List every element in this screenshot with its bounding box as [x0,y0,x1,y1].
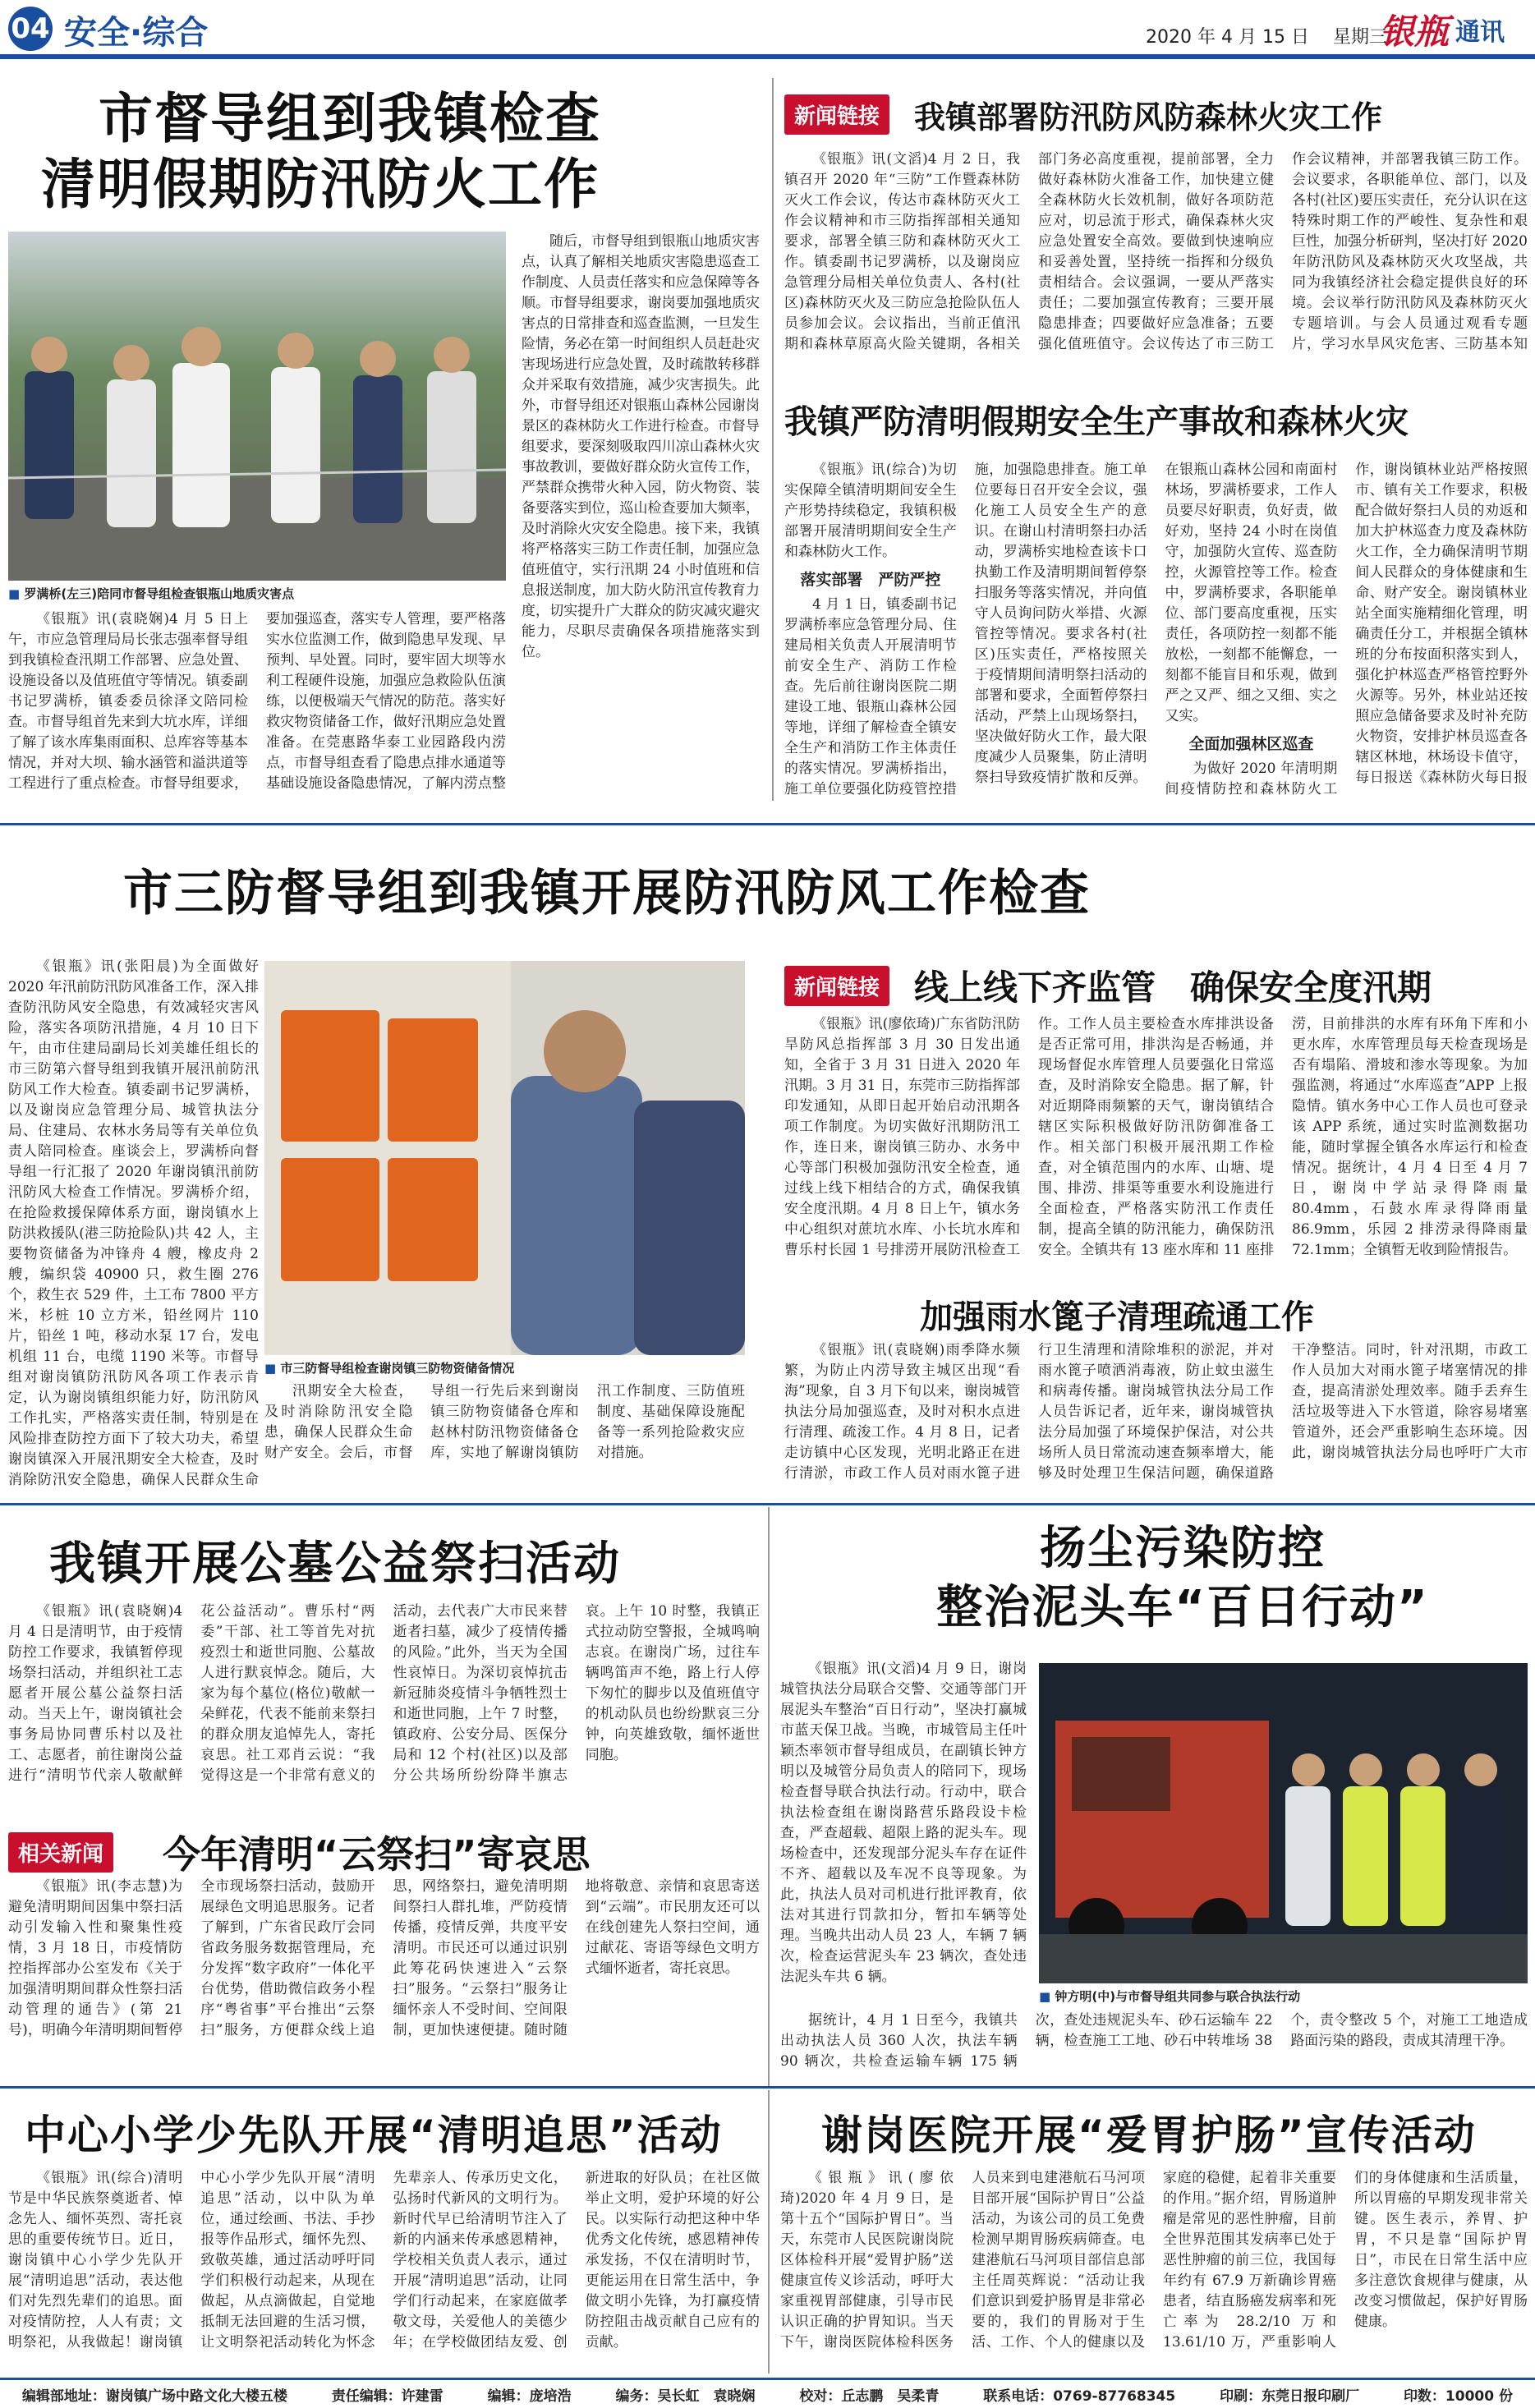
article8-tag: 相关新闻 [8,1832,113,1873]
footer-copies: 印数：10000 份 [1403,2387,1513,2405]
article6-text: 《银瓶》讯(袁晓娴)雨季降水频繁，为防止内涝导致主城区出现“看海”现象，自 3 月下旬以来，谢岗城管执法分局加强巡查，及时对积水点进行清理、疏浚工作。4 月 8 日，记者走访镇中心区发现，光明北路正在进行清淤，市政工作人员对雨水篦子进行卫生清理和清除堆积的淤泥，并对雨水篦子喷洒消毒液，防止蚊虫滋生和病毒传播。谢岗城管执法分局工作人员告诉记者，近年来，谢岗城管执法分局加强了环境保护保洁，对公共场所人员日常流动速查频率增大，能够及时处理卫生保洁问题，确保道路干净整洁。同时，针对汛期，市政工作人员加大对雨水篦子堵塞情况的排查，提高清淤处理效率。随手丢弃生活垃圾等进入下水管道，除容易堵塞管道外，还会严重影响生态环境。因此，谢岗城管执法分局也呼吁广大市 [784,1342,1528,1482]
masthead-brand: 银瓶 [1380,11,1450,52]
footer-check: 校对：丘志鹏 吴柔青 [799,2387,940,2405]
article2-tag: 新闻链接 [784,94,889,135]
article3-intro: 《银瓶》讯(综合)为切实保障全镇清明期间安全生产形势持续稳定，我镇积极部署开展清明期间安全生产和森林防火工作。 [784,462,957,560]
night-enforcement-photo [1039,1663,1528,1983]
article4-photo [264,961,745,1355]
article2-body [784,149,1528,373]
article9-title-line2: 整治泥头车“百日行动” [936,1581,1429,1634]
article6-title: 加强雨水篦子清理疏通工作 [920,1298,1314,1336]
storage-inspection-photo [264,961,745,1355]
section-title: 安全·综合 [64,14,209,52]
footer-address: 编辑部地址：谢岗镇广场中路文化大楼五楼 [21,2387,287,2405]
article9-text-a: 《银瓶》讯(文滔)4 月 9 日，谢岗城管执法分局联合交警、交通等部门开展泥头车整治“百日行动”，坚决打赢城市蓝天保卫战。当晚，市城管局主任叶颖杰率领市督导组成员，在副镇长钟方明以及城管分局负责人的陪同下，现场检查督导联合执法行动。行动中，联合执法检查组在谢岗路营乐路段设卡检查，严查超载、超限上路的泥头车。现场检查中，还发现部分泥头车存在证件不齐、超载以及车况不良等现象。为此，执法人员对司机进行批评教育，依法对其进行罚款扣分，暂扣车辆等处理。当晚共出动人员 23 人，车辆 7 辆次，检查运营泥头车 23 辆次，查处违法泥头车共 6 辆。 [780,1661,1027,1985]
footer-editors: 编辑：庞培浩 [487,2387,572,2405]
article9-title-line1: 扬尘污染防控 [1040,1522,1326,1575]
article7-title: 我镇开展公墓公益祭扫活动 [49,1537,621,1591]
article6-body [784,1340,1528,1492]
article4-text-a: 《银瓶》讯(张阳晨)为全面做好 2020 年汛前防汛防风准备工作，深入排查防汛防风安全隐患，有效减轻灾害风险，落实各项防汛措施，4 月 10 日下午，由市住建局副局长刘美雄任组长的市三防第六督导组到我镇开展汛前防汛防风工作大检查。镇委副书记罗满桥，以及谢岗应急管理分局、城管执法分局、住建局、农林水务局等有关单位负责人陪同检查。座谈会上，罗满桥向督导组一行汇报了 2020 年谢岗镇汛前防汛防风大检查工作情况。罗满桥介绍，在抢险救援保障体系方面，谢岗镇水上防洪救援队(港三防抢险队)共 42 人，主要物资储备为冲锋舟 4 艘，橡皮舟 2 艘，编织袋 40900 只，救生圈 276 个，救生衣 529 件，土工布 7800 平方米，杉桩 10 立方米，铅丝网片 110 片，铅丝 1 吨，移动水泵 17 台，发电机组 11 台，电缆 1190 米等。市督导组对谢岗镇防汛防风各项工作表示肯定，认为谢岗镇组织能力好，防汛防风工作扎实，严格落实责任制，特别是在风险排查防控方面下了较大功夫，希望谢岗镇深入开展汛期安全大检查，及时消除防汛安全隐患，确保人民群众生命 [8,958,259,1488]
weekday: 星期三 [1332,27,1387,48]
footer [0,2378,1535,2408]
article8-headline [8,1825,590,1879]
article1-photo [8,232,506,581]
masthead-sub: 通讯 [1455,18,1505,47]
dateline [1146,23,1387,48]
article3-subhead1: 落实部署 严防严控 [800,571,941,589]
article2-title: 我镇部署防汛防风防森林火灾工作 [914,99,1383,136]
date: 2020 年 4 月 15 日 [1146,27,1309,48]
article1-text-a: 《银瓶》讯(袁晓娴)4 月 5 日上午，市应急管理局局长张志强率督导组到我镇检查汛期工作部署、应急处置、设施设备以及值班值守等情况。镇委副书记罗满桥，镇委委员徐泽文陪同检查。市督导组首先来到大坑水库，详细了解了该水库集雨面积、总库容等基本情况，并对大坝、输水涵管和溢洪道等工程进行了重点检查。市督导组要求，要加强巡查，落实专人管理，要严格落实水位监测工作，做到隐患早发现、早预判、早处置。同时，要牢固大坝等水利工程硬件设施，加强应急救险队伍演练，以便极端天气情况的防范。落实好救灾物资储备工作，做好汛期应急处置准备。在莞惠路华泰工业园路段内涝点，市督导组查看了隐患点排水通道等基础设施设备隐患情况，了解内涝点整 [8,611,506,792]
article8-title: 今年清明“云祭扫”寄哀思 [163,1832,591,1877]
article11-text: 《银瓶》讯(廖依琦)2020 年 4 月 9 日，是第十五个“国际护胃日”。当天，东莞市人民医院谢岗院区体检科开展“爱胃护肠”送健康宣传义诊活动，呼吁大家重视胃部健康，引导市民认识正确的护胃知识。当天下午，谢岗医院体检科医务人员来到电建港航石马河项目部开展“国际护胃日”公益活动，为该公司的员工免费检测早期胃肠疾病筛查。电建港航石马河项目部信息部主任周英辉说：“活动让我们意识到爱护肠胃是非常必要的，我们的胃肠对于生活、工作、个人的健康以及家庭的稳健，起着非关重要的作用。”据介绍，胃肠道肿瘤是常见的恶性肿瘤，目前全世界范围其发病率已处于恶性肿瘤的前三位，我国每年约有 67.9 万新确诊胃癌患者，结直肠癌发病率和死亡率为 28.2/10 万和 13.61/10 万，严重影响人们的身体健康和生活质量，所以胃癌的早期发现非常关键。医生表示，养胃、护胃，不只是靠“国际护胃日”，市民在日常生活中应多注意饮食规律与健康，从改变习惯做起，保护好胃肠健康。 [780,2170,1528,2351]
column-divider-2 [768,1507,770,2086]
group-inspection-photo [8,232,506,581]
article11-body [780,2168,1528,2374]
article10-title: 中心小学少先队开展“清明追思”活动 [25,2112,723,2159]
section-rule-1 [0,823,1535,825]
footer-phone: 联系电话：0769-87768345 [983,2387,1176,2405]
footer-proof: 编务：吴长虹 袁晓娴 [615,2387,756,2405]
article8-text: 《银瓶》讯(李志慧)为避免清明期间因集中祭扫活动引发输入性和聚集性疫情，3 月 18 日，市疫情防控指挥部办公室发布《关于加强清明期间群众性祭扫活动管理的通告》(第 21 号)，明确今年清明期间暂停全市现场祭扫活动，鼓励开展绿色文明追思服务。记者了解到，广东省民政厅会同省政务服务数据管理局，充分发挥“数字政府”一体化平台优势，借助微信政务小程序“粤省事”平台推出“云祭扫”服务，方便群众线上追思，网络祭扫，避免清明期间祭扫人群扎堆，严防疫情传播，疫情反弹，共度平安清明。市民还可以通过识别此筹花码快速进入“云祭扫”服务。“云祭扫”服务让缅怀亲人不受时间、空间限制，更加快速便捷。随时随地将敬意、亲情和哀思寄送到“云端”。市民朋友还可以在线创建先人祭扫空间，通过献花、寄语等绿色文明方式缅怀逝者，寄托哀思。 [8,1878,760,2038]
section-rule-3 [0,2086,1535,2089]
article1-headline [41,86,764,218]
section-rule-2 [0,1503,1535,1505]
article2-text: 《银瓶》讯(文滔)4 月 2 日，我镇召开 2020 年“三防”工作暨森林防灭火工作会议，传达市森林防灭火工作会议精神和市三防指挥部相关通知要求，部署全镇三防和森林防灭火工作。镇委副书记罗满桥，以及谢岗应急管理分局相关单位负责人、各村(社区)森林防灭火及三防应急抢险队伍人员参加会议。会议指出，当前正值汛期和森林草原高火险关键期，各相关部门务必高度重视，提前部署，全力做好森林防火准备工作，加快建立健全森林防火长效机制，做好各项防范应对，切忌流于形式，确保森林火灾应急处置安全高效。要做到快速响应和妥善处置，坚持统一指挥和分级负责相结合。会议强调，一要从严落实责任；二要加强宣传教育；三要开展隐患排查；四要做好应急准备；五要强化值班值守。会议传达了市三防工作会议精神，并部署我镇三防工作。会议要求，各职能单位、部门，以及各村(社区)要压实责任，充分认识在这特殊时期工作的严峻性、复杂性和艰巨性，加强分析研判，坚决打好 2020 年防汛防风及森林防灭火攻坚战，共同为我镇经济社会稳定提供良好的环境。会议举行防汛防风及森林防灭火专题培训。与会人员通过观看专题片，学习水旱风灾危害、三防基本知 [784,151,1528,352]
article5-headline [784,961,1432,1010]
article10-text: 《银瓶》讯(综合)清明节是中华民族祭奠逝者、悼念先人、缅怀英烈、寄托哀思的重要传统节日。近日，谢岗镇中心小学少先队开展“清明追思”活动，表达他们对先烈先辈们的追思。面对疫情防控，人人有责；文明祭祀，从我做起！谢岗镇中心小学少先队开展“清明追思”活动，以中队为单位，通过绘画、书法、手抄报等作品形式，缅怀先烈、致敬英雄，通过活动呼吁同学们积极行动起来，从现在做起，从点滴做起，自觉地抵制无法回避的生活习惯，让文明祭祀活动转化为怀念先辈亲人、传承历史文化，弘扬时代新风的文明行为。新时代早已给清明节注入了新的内涵来传承感恩精神，学校相关负责人表示，通过开展“清明追思”活动，让同学们行动起来，在家庭做孝敬文母，关爱他人的美德少年；在学校做团结友爱、创新进取的好队员；在社区做举止文明，爱护环境的好公民。以实际行动把这种中华优秀文化传统，感恩精神传承发扬，不仅在清明时节，更能运用在日常生活中，争做文明小先锋，为打赢疫情防控阻击战贡献自己应有的贡献。 [8,2170,760,2351]
column-divider [772,78,774,801]
article1-title-line2: 清明假期防汛防火工作 [41,153,600,216]
masthead [1380,7,1524,53]
article9-caption: ■ 钟方明(中)与市督导组共同参与联合执法行动 [1039,1988,1528,2005]
article9-body-b [780,1988,1528,2078]
article5-text: 《银瓶》讯(廖依琦)广东省防汛防旱防风总指挥部 3 月 30 日发出通知，全省于 3 月 31 日进入 2020 年汛期。3 月 31 日，东莞市三防指挥部印发通知，从即日起开始启动汛期各项工作制度。为切实做好汛期防汛工作，连日来，谢岗镇三防办、水务中心等部门积极加强防汛安全检查，通过线上线下相结合的方式，确保我镇安全度汛期。4 月 8 日上午，镇水务中心组织对蔗坑水库、小长坑水库和曹乐村长园 1 号排涝开展防汛检查工作。工作人员主要检查水库排洪设备是否正常可用，排洪沟是否畅通，并现场督促水库管理人员要强化日常巡查，及时消除安全隐患。据了解，针对近期降雨频繁的天气，谢岗镇结合辖区实际积极做好防汛防御准备工作。相关部门积极开展汛期工作检查，对全镇范围内的水库、山塘、堤围、排涝、排渠等重要水利设施进行全面检查，严格落实防汛工作责任制，提高全镇的防汛能力，确保防汛安全。全镇共有 13 座水库和 11 座排涝，目前排洪的水库有环角下库和小更水库，水库管理员每天检查现场是否有塌陷、滑坡和渗水等现象。为加强监测，将通过“水库巡查”APP 上报隐情。镇水务中心工作人员也可登录该 APP 系统，通过实时监测数据功能，随时掌握全镇各水库运行和检查情况。据统计，4 月 4 日至 4 月 7 日，谢岗中学站录得降雨量 80.4mm，石鼓水库录得降雨量 86.9mm，乐园 2 排涝录得降雨量 72.1mm；全镇暂无收到险情报告。 [784,1016,1528,1258]
footer-editor-in-charge: 责任编辑：许建雷 [331,2387,443,2405]
column-divider-3 [768,2090,770,2374]
article5-tag: 新闻链接 [784,966,889,1006]
article1-title-line1: 市督导组到我镇检查 [99,87,601,150]
article7-text: 《银瓶》讯(袁晓娴)4 月 4 日是清明节，由于疫情防控工作要求，我镇暂停现场祭扫活动，并组织社工志愿者开展公墓公益祭扫活动。当天上午，谢岗镇社会事务局协同曹乐村以及社工、志愿者，前往谢岗公益进行“清明节代亲人敬献鲜花公益活动”。曹乐村“两委”干部、社工等首先对抗疫烈士和逝世同胞、公墓故人进行默哀悼念。随后，大家为每个墓位(格位)敬献一朵鲜花，代表不能前来祭扫的群众朋友追悼先人，寄托哀思。社工邓肖云说：“我觉得这是一个非常有意义的活动，去代表广大市民来替逝者扫墓，减少了疫情传播的风险。”此外，当天为全国性哀悼日。为深切哀悼抗击新冠肺炎疫情斗争牺牲烈士和逝世同胞，上午 7 时整，镇政府、公安分局、医保分局和 12 个村(社区)以及部分公共场所纷纷降半旗志哀。上午 10 时整，我镇正式拉动防空警报，全城鸣响志哀。在谢岗广场，过往车辆鸣笛声不绝，路上行人停下匆忙的脚步以及值班值守的机动队员也纷纷默哀三分钟，向英雄致敬，缅怀逝世同胞。 [8,1603,760,1784]
article3-body [784,460,1528,800]
article3-text2: 为做好 2020 年清明期间疫情防控和森林防火工作，谢岗镇林业站严格按照市、镇有关工作要求，积极配合做好祭扫人员的劝返和加大护林巡查力度及森林防火工作，全力确保清明节期间人民群众的身体健康和生命、财产安全。谢岗镇林业站全面实施精细化管理，明确责任分工，并根据全镇林班的分布按面积落实到人，强化护林巡查严格管控野外火源等。另外，林业站还按照应急储备要求及时补充防火物资，安排护林员巡查各辖区林地，林场设卡值守，每日报送《森林防火每日报 [1165,462,1528,797]
article4-caption: ■ 市三防督导组检查谢岗镇三防物资储备情况 [264,1359,745,1376]
article4-title: 市三防督导组到我镇开展防汛防风工作检查 [123,865,1091,922]
article3-text1: 4 月 1 日，镇委副书记罗满桥率应急管理分局、住建局相关负责人开展清明节前安全生产、消防工作检查。先后前往谢岗医院二期建设工地、银瓶山森林公园等地，详细了解检查全镇安全生产和消防工作主体责任的落实情况。罗满桥指出，施工单位要强化防疫管控措施，加强隐患排查。施工单位要每日召开安全会议，强化施工人员安全生产的意识。在谢山村清明祭扫办活动，罗满桥实地检查该卡口执勤工作及清明期间暂停祭扫服务等落实情况，并向值守人员询问防火举措、火源管控等情况。要求各村(社区)压实责任，严格按照关于疫情期间清明祭扫活动的部署和要求，全面暂停祭扫活动，严禁上山现场祭扫，坚决做好防火工作，最大限度减少人员聚集，防止清明祭扫导致疫情扩散和反弹。在银瓶山森林公园和南面村林场，罗满桥要求，工作人员要尽好职责，负好责，做好劝，坚持 24 小时在岗值守，加强防火宣传、巡查防控，火源管控等工作。检查中，罗满桥要求，各职能单位、部门要高度重视，压实责任，各项防控一刻都不能放松，一刻都不能懈怠，一刻都不能盲目和乐观，做到严之又严、细之又细、实之又实。 [784,462,1338,797]
article7-body [8,1602,760,1797]
article11-title: 谢岗医院开展“爱胃护肠”宣传活动 [821,2112,1477,2159]
article10-body [8,2168,760,2374]
article9-photo [1039,1663,1528,1983]
article9-text-b: 据统计，4 月 1 日至今，我镇共出动执法人员 360 人次，执法车辆 90 辆次，共检查运输车辆 175 辆次，查处违规泥头车、砂石运输车 22 辆，检查施工工地、砂石中转堆场 38 个，责令整改 5 个，对施工工地造成路面污染的路段，责成其清理干净。 [780,2012,1528,2070]
article1-body-b [522,232,760,797]
article5-title: 线上线下齐监管 确保安全度汛期 [914,967,1432,1008]
article9-headline [895,1519,1470,1638]
article3-subhead2: 全面加强林区巡查 [1188,735,1314,753]
article8-body [8,1877,760,2049]
article4-body-a [8,957,259,1491]
footer-printer: 印刷：东莞日报印刷厂 [1220,2387,1360,2405]
article4-text-b-cont: 汛期安全大检查，及时消除防汛安全隐患，确保人民群众生命财产安全。会后，市督导组一行先后来到谢岗镇三防物资储备仓库和赵林村防汛物资储备仓库，实地了解谢岗镇防汛工作制度、三防值班制度、基础保障设施配备等一系列抢险救灾应对措施。 [264,1383,745,1461]
article1-caption: ■ 罗满桥(左三)陪同市督导组检查银瓶山地质灾害点 [8,585,506,602]
header-rule [0,54,1535,59]
article1-text-b: 随后，市督导组到银瓶山地质灾害点，认真了解相关地质灾害隐患巡查工作制度、人员责任落实和应急保障等各顺。市督导组要求，谢岗要加强地质灾害点的日常排查和巡查监测，一旦发生险情，务必在第一时间组织人员赶赴灾害现场进行应急处置，及时疏散转移群众并采取有效措施，减少灾害损失。此外，市督导组还对银瓶山森林公园谢岗景区的森林防火工作进行检查。市督导组要求，要深刻吸取四川凉山森林火灾事故教训，要做好群众防火宣传工作，严禁群众携带火种入园，防火物资、装备要落实到位，巡山检查要加大频率，及时消除火灾安全隐患。接下来，我镇将严格落实三防工作责任制，加强应急值班值守，实行汛期 24 小时值班和信息报送制度，加大防火防汛宣传教育力度，切实提升广大群众的防灾减灾避灾能力，尽职尽责确保各项措施落实到位。 [522,233,760,660]
article3-title: 我镇严防清明假期安全生产事故和森林火灾 [784,403,1409,441]
article9-body-a [780,1659,1027,1988]
article4-body-b [264,1381,745,1492]
article5-body [784,1014,1528,1275]
article1-body-a [8,609,506,797]
article2-headline [784,92,1382,137]
page-number: 04 [8,7,53,51]
